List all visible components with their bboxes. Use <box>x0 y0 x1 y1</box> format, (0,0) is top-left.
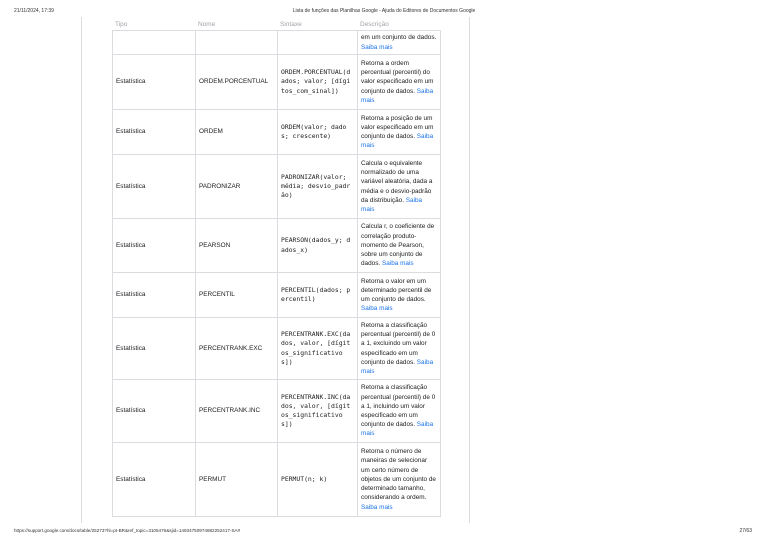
cell-type: Estatística <box>113 110 196 155</box>
table-row <box>113 219 441 273</box>
print-url: https://support.google.com/docs/table/25273?hl=pt-BR&ref_topic=3105476&sjid=14934750974882252417-SA# <box>14 528 241 533</box>
description-text: Retorna a classificação percentual (percentil) de 0 a 1, excluindo um valor especificado em um conjunto de dados. <box>361 321 436 366</box>
description-text: Retorna a posição de um valor especificado em um conjunto de dados. <box>361 114 434 140</box>
cell-description <box>358 55 441 110</box>
table-row <box>113 155 441 219</box>
description-text: Retorna a ordem percentual (percentil) do valor especificado em um conjunto de dados. <box>361 59 434 95</box>
cell-name: PEARSON <box>196 219 278 273</box>
column-header-type: Tipo <box>115 21 128 28</box>
cell-name: PERCENTRANK.INC <box>196 380 278 443</box>
table-row <box>113 31 441 55</box>
cell-type: Estatística <box>113 55 196 110</box>
cell-name: ORDEM.PORCENTUAL <box>196 55 278 110</box>
cell-description <box>358 31 441 55</box>
cell-description <box>358 443 441 517</box>
table-row <box>113 110 441 155</box>
description-text: em um conjunto de dados. <box>361 34 437 42</box>
cell-type: Estatística <box>113 273 196 318</box>
cell-name: PADRONIZAR <box>196 155 278 219</box>
learn-more-link[interactable]: Saiba mais <box>361 305 393 313</box>
cell-type: Estatística <box>113 380 196 443</box>
learn-more-link[interactable]: Saiba mais <box>361 196 423 213</box>
learn-more-link[interactable]: Saiba mais <box>381 260 414 268</box>
description-text: Calcula o equivalente normalizado de uma variável aleatória, dada a média e o desvio-padrão da distribuição. <box>361 159 433 204</box>
column-header-syntax: Sintaxe <box>280 21 302 28</box>
learn-more-link[interactable]: Saiba mais <box>361 87 434 104</box>
page-number: 27/63 <box>739 528 752 534</box>
cell-syntax: PERCENTRANK.EXC(dados, valor, [dígitos_significativos]) <box>278 318 358 380</box>
learn-more-link[interactable]: Saiba mais <box>361 133 434 150</box>
functions-table <box>112 30 441 517</box>
cell-name <box>196 31 278 55</box>
learn-more-link[interactable]: Saiba mais <box>361 503 393 511</box>
cell-description <box>358 219 441 273</box>
cell-description <box>358 273 441 318</box>
learn-more-link[interactable]: Saiba mais <box>361 358 434 375</box>
cell-syntax: PERCENTRANK.INC(dados, valor, [dígitos_significativos]) <box>278 380 358 443</box>
cell-type: Estatística <box>113 443 196 517</box>
cell-description <box>358 380 441 443</box>
column-header-description: Descrição <box>360 21 389 28</box>
cell-description <box>358 110 441 155</box>
column-header-name: Nome <box>198 21 216 28</box>
learn-more-link[interactable]: Saiba mais <box>361 421 434 438</box>
cell-syntax: PEARSON(dados_y; dados_x) <box>278 219 358 273</box>
cell-syntax: ORDEM(valor; dados; crescente) <box>278 110 358 155</box>
cell-syntax: PERMUT(n; k) <box>278 443 358 517</box>
cell-type: Estatística <box>113 318 196 380</box>
cell-type <box>113 31 196 55</box>
description-text: Retorna o número de maneiras de selecionar um certo número de objetos de um conjunto de determinado tamanho, considerando a ordem. <box>361 448 436 502</box>
cell-name: PERCENTIL <box>196 273 278 318</box>
table-row <box>113 318 441 380</box>
cell-description <box>358 318 441 380</box>
cell-description <box>358 155 441 219</box>
cell-type: Estatística <box>113 155 196 219</box>
learn-more-link[interactable]: Saiba mais <box>361 43 393 51</box>
table-row <box>113 55 441 110</box>
cell-syntax: PERCENTIL(dados; percentil) <box>278 273 358 318</box>
cell-type: Estatística <box>113 219 196 273</box>
page-divider-right <box>469 17 470 523</box>
cell-name: ORDEM <box>196 110 278 155</box>
cell-syntax <box>278 31 358 55</box>
description-text: Retorna o valor em um determinado percentil de um conjunto de dados. <box>361 277 432 303</box>
table-row <box>113 380 441 443</box>
cell-syntax: PADRONIZAR(valor; média; desvio_padrão) <box>278 155 358 219</box>
print-datetime: 21/11/2024, 17:39 <box>14 8 54 14</box>
description-text: Retorna a classificação percentual (percentil) de 0 a 1, incluindo um valor especificado em um conjunto de dados. <box>361 384 436 429</box>
cell-name: PERCENTRANK.EXC <box>196 318 278 380</box>
description-text: Calcula r, o coeficiente de correlação produto-momento de Pearson, sobre um conjunto de dados. <box>361 223 435 268</box>
page-divider-left <box>81 17 82 523</box>
cell-syntax: ORDEM.PORCENTUAL(dados; valor; [dígitos_com_sinal]) <box>278 55 358 110</box>
table-row <box>113 273 441 318</box>
table-row <box>113 443 441 517</box>
print-page-title: Lista de funções das Planilhas Google - Ajuda do Editores de Documentos Google <box>292 8 476 14</box>
cell-name: PERMUT <box>196 443 278 517</box>
